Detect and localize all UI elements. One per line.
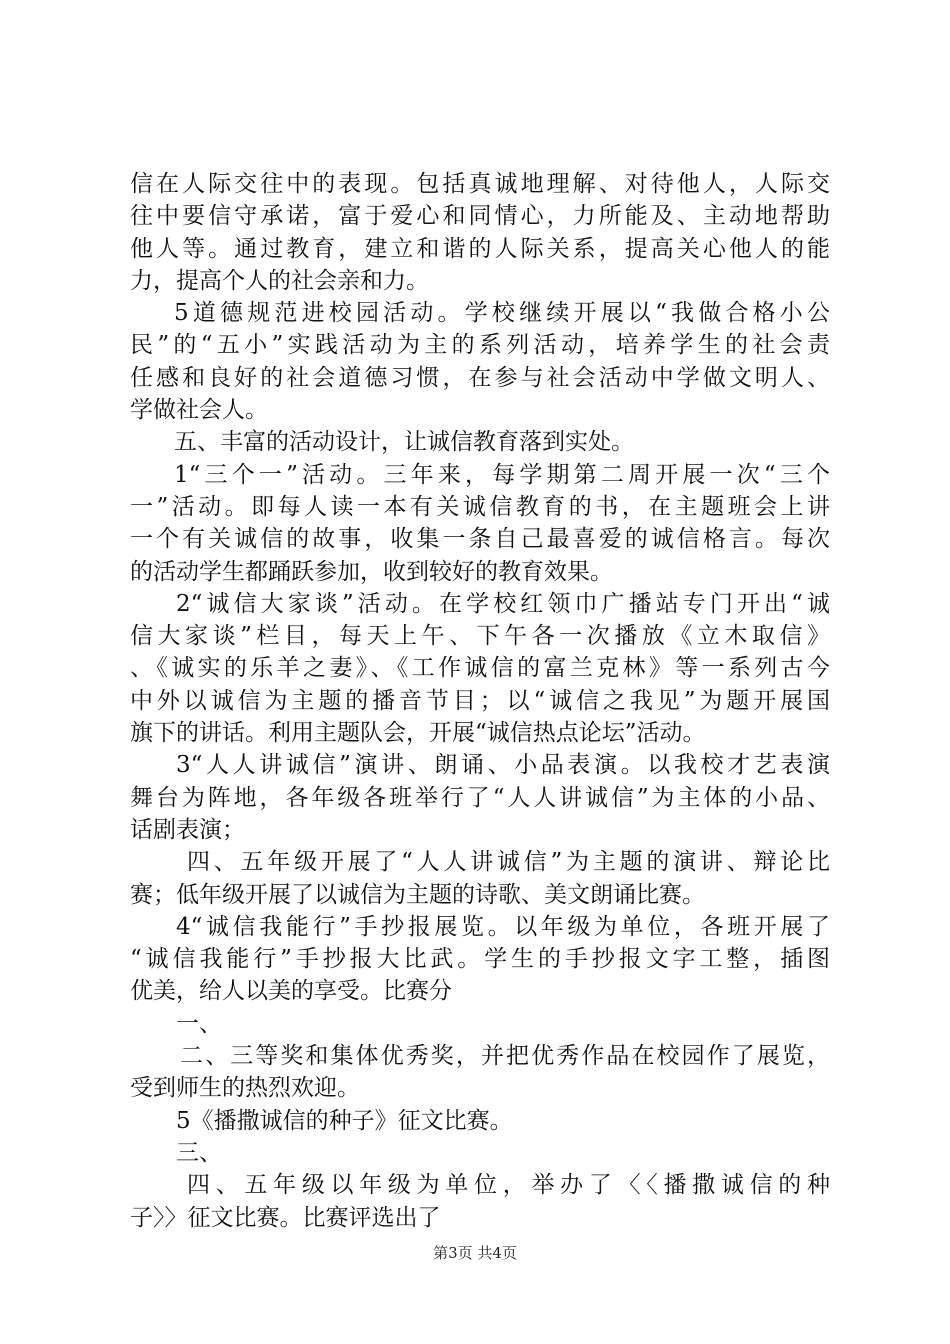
text-line: 民”的“五小”实践活动为主的系列活动，培养学生的社会责 [130,332,830,359]
text-line: 信在人际交往中的表现。包括真诚地理解、对待他人，人际交 [130,171,830,197]
text-line: 学做社会人。 [130,397,268,424]
text-line: 赛；低年级开展了以诚信为主题的诗歌、美文朗诵比赛。 [130,881,705,908]
text-line: 一个有关诚信的故事，收集一条自己最喜爱的诚信格言。每次 [130,526,830,553]
text-line: “诚信我能行”手抄报大比武。学生的手抄报文字工整，插图 [130,946,830,973]
text-line: 受到师生的热烈欢迎。 [130,1075,360,1102]
text-line: 2“诚信大家谈”活动。在学校红领巾广播站专门开出“诚 [176,590,830,617]
text-line: 优美，给人以美的享受。比赛分 [130,978,452,1005]
text-line: 四、五年级以年级为单位，举办了〈〈播撒诚信的种 [187,1172,830,1199]
text-line: 信大家谈”栏目，每天上午、下午各一次播放《立木取信》 [130,623,830,650]
text-line: 二、三等奖和集体优秀奖，并把优秀作品在校园作了展览， [180,1043,830,1070]
text-line: 旗下的讲话。利用主题队会，开展“诚信热点论坛”活动。 [130,720,706,747]
document-body [130,168,830,1234]
text-line: 话剧表演； [130,816,245,843]
text-line: 、《诚实的乐羊之妻》、《工作诚信的富兰克林》等一系列古今 [130,655,830,682]
text-line: 他人等。通过教育，建立和谐的人际关系，提高关心他人的能 [130,235,830,262]
text-line: 5道德规范进校园活动。学校继续开展以“我做合格小公 [174,300,830,327]
text-line: 力，提高个人的社会亲和力。 [130,267,429,294]
text-line: 一”活动。即每人读一本有关诚信教育的书，在主题班会上讲 [130,493,830,520]
text-line: 1“三个一”活动。三年来，每学期第二周开展一次“三个 [174,461,830,488]
text-line: 四、五年级开展了“人人讲诚信”为主题的演讲、辩论比 [187,849,830,876]
text-line: 一、 [176,1010,222,1037]
text-line: 5《播撒诚信的种子》征文比赛。 [176,1107,513,1134]
text-line: 任感和良好的社会道德习惯，在参与社会活动中学做文明人、 [130,364,830,391]
text-line: 的活动学生都踊跃参加，收到较好的教育效果。 [130,558,613,585]
text-line: 舞台为阵地，各年级各班举行了“人人讲诚信”为主体的小品、 [130,784,830,811]
text-line: 中外以诚信为主题的播音节目；以“诚信之我见”为题开展国 [130,687,830,714]
text-line: 子〉〉征文比赛。比赛评选出了 [130,1204,441,1231]
text-line: 往中要信守承诺，富于爱心和同情心，力所能及、主动地帮助 [130,203,830,230]
text-line: 三、 [176,1139,222,1166]
text-line: 3“人人讲诚信”演讲、朗诵、小品表演。以我校才艺表演 [176,752,830,779]
text-line: 4“诚信我能行”手抄报展览。以年级为单位，各班开展了 [176,913,830,940]
page-number: 第3页 共4页 [433,1244,517,1262]
section-heading: 五、丰富的活动设计，让诚信教育落到实处。 [174,429,634,456]
